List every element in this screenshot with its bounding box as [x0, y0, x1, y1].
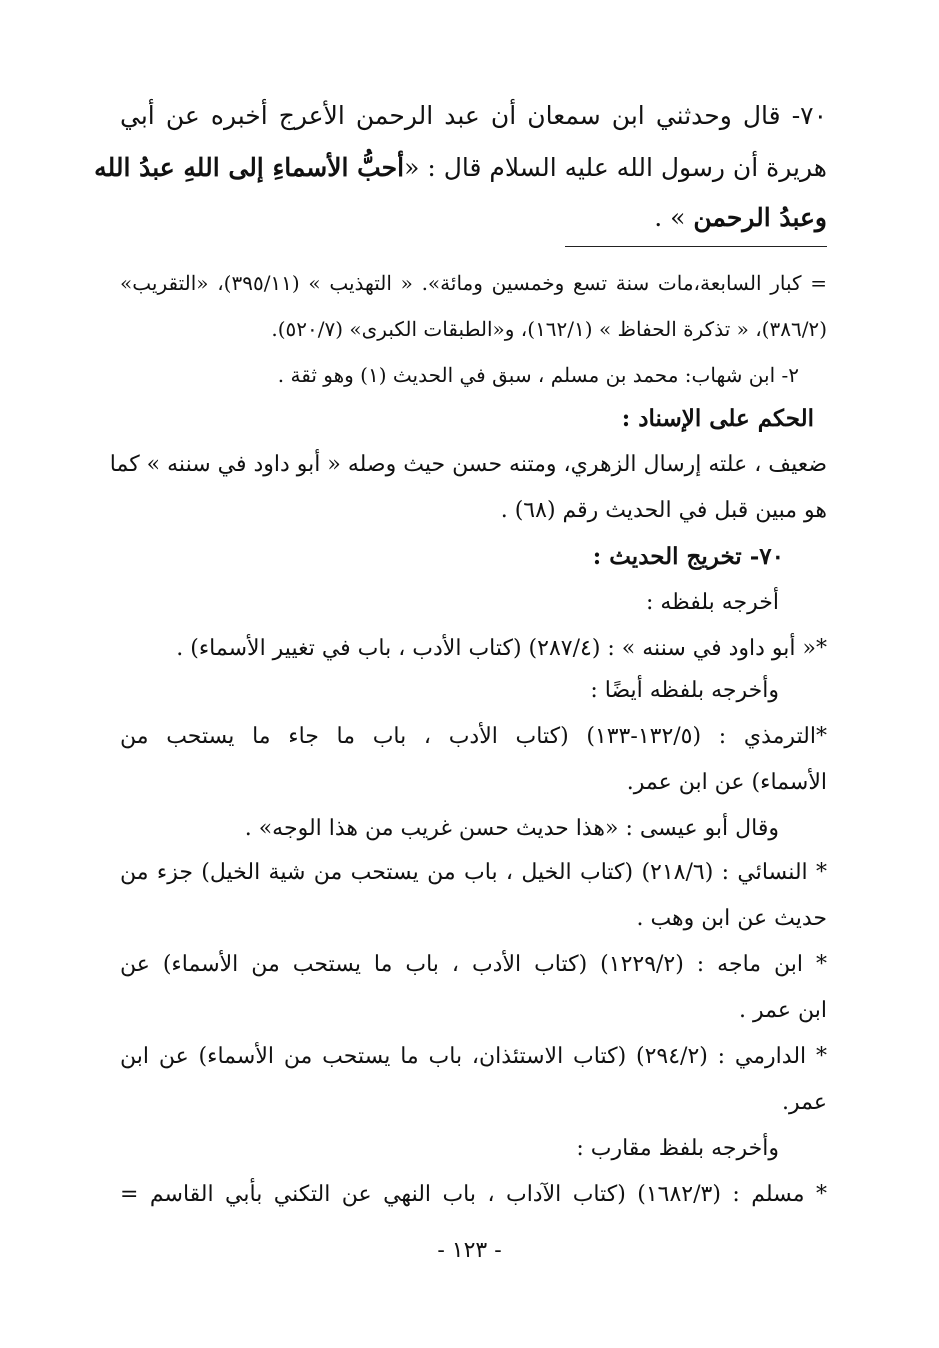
hadith-line-2 [94, 150, 827, 186]
footnote-separator [565, 246, 827, 247]
ruling-heading: الحكم على الإسناد : [621, 405, 814, 432]
takhrij-line-10: ابن عمر . [739, 998, 827, 1023]
takhrij-line-5: الأسماء) عن ابن عمر. [626, 770, 827, 795]
takhrij-line-2: *« أبو داود في سننه » : (٢٨٧/٤) (كتاب الأدب ، باب في تغيير الأسماء) . [176, 636, 827, 661]
takhrij-line-9: * ابن ماجه : (١٢٢٩/٢) (كتاب الأدب ، باب ما يستحب من الأسماء) عن [120, 952, 827, 977]
hadith-line-2-plain: هريرة أن رسول الله عليه السلام قال : « [404, 153, 827, 182]
hadith-line-3 [120, 200, 827, 236]
hadith-quote-bold: أحبُّ الأسماءِ إلى اللهِ عبدُ الله [94, 153, 405, 182]
takhrij-line-1: أخرجه بلفظه : [645, 590, 779, 615]
takhrij-line-4: *الترمذي : (١٣٢/٥-١٣٣) (كتاب الأدب ، باب ما جاء ما يستحب من [120, 724, 827, 749]
takhrij-line-8: حديث عن ابن وهب . [636, 906, 827, 931]
takhrij-line-3: وأخرجه بلفظه أيضًا : [590, 678, 779, 703]
takhrij-line-11: * الدارمي : (٢٩٤/٢) (كتاب الاستئذان، باب ما يستحب من الأسماء) عن ابن [120, 1044, 827, 1069]
takhrij-line-6: وقال أبو عيسى : «هذا حديث حسن غريب من هذا الوجه» . [244, 816, 779, 841]
hadith-line-1: ٧٠- قال وحدثني ابن سمعان أن عبد الرحمن الأعرج أخبره عن أبي [120, 101, 827, 130]
takhrij-line-14: * مسلم : (١٦٨٢/٣) (كتاب الآداب ، باب النهي عن التكني بأبي القاسم = [120, 1182, 827, 1207]
footnote-1-line-1: = كبار السابعة،مات سنة تسع وخمسين ومائة». « التهذيب » (٣٩٥/١١)، «التقريب» [120, 271, 827, 295]
footnote-2: ٢- ابن شهاب: محمد بن مسلم ، سبق في الحديث (١) وهو ثقة . [277, 363, 799, 387]
takhrij-line-12: عمر. [782, 1090, 827, 1115]
takhrij-heading: ٧٠- تخريج الحديث : [592, 543, 784, 570]
hadith-quote-bold-end: وعبدُ الرحمن [693, 203, 827, 232]
page-number: - ١٢٣ - [437, 1238, 502, 1263]
takhrij-line-7: * النسائي : (٢١٨/٦) (كتاب الخيل ، باب من يستحب من شية الخيل) جزء من [120, 860, 827, 885]
ruling-line-1: ضعيف ، علته إرسال الزهري، ومتنه حسن حيث وصله « أبو داود في سننه » كما [109, 452, 827, 477]
hadith-line-3-plain: » . [654, 203, 686, 232]
takhrij-line-13: وأخرجه بلفظ مقارب : [576, 1136, 779, 1161]
ruling-line-2: هو مبين قبل في الحديث رقم (٦٨) . [500, 498, 827, 523]
footnote-1-line-2: (٣٨٦/٢)، « تذكرة الحفاظ » (١٦٢/١)، و«الطبقات الكبرى» (٥٢٠/٧). [271, 317, 827, 341]
